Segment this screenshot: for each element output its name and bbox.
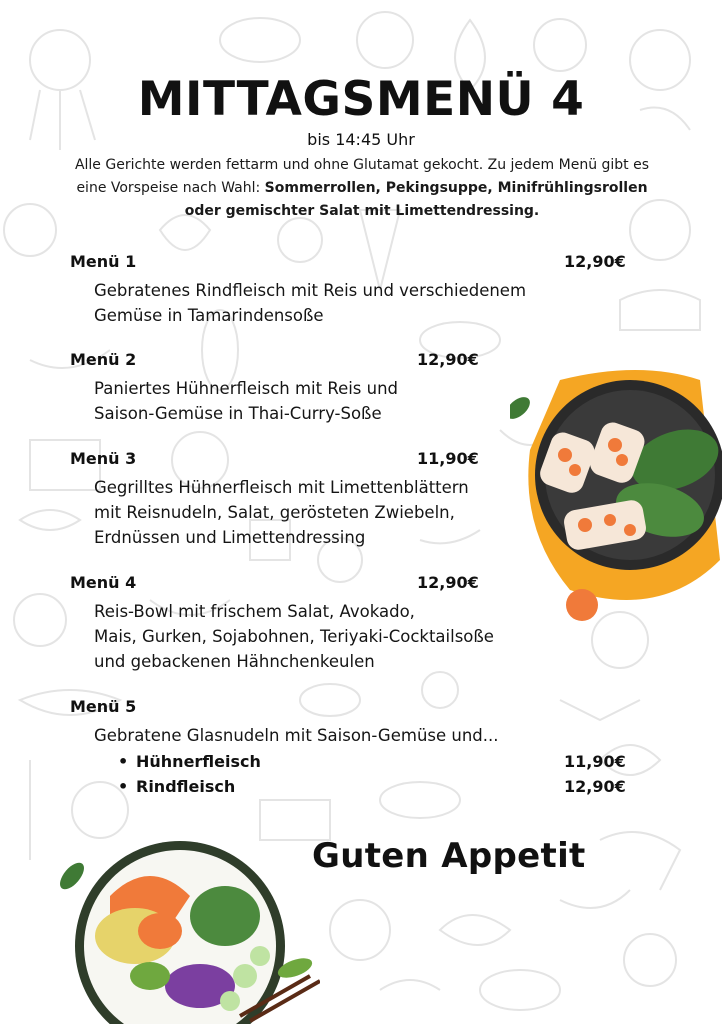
closing-greeting: Guten Appetit	[312, 836, 586, 876]
intro-text	[70, 154, 654, 223]
menu-item-5	[70, 697, 640, 802]
menu-name: Menü 3	[70, 449, 137, 468]
menu-description	[70, 278, 630, 328]
menu-description-line: und gebackenen Hähnchenkeulen	[94, 652, 375, 671]
page-title: MITTAGSMENÜ 4	[137, 72, 585, 127]
menu-option-price: 12,90€	[564, 777, 626, 796]
menu-name: Menü 4	[70, 573, 137, 592]
menu-price: 11,90€	[417, 449, 479, 468]
menu-description	[70, 475, 520, 550]
menu-description-line: Gebratene Glasnudeln mit Saison-Gemüse und...	[94, 726, 499, 745]
menu-price: 12,90€	[417, 573, 479, 592]
menu-option-price: 11,90€	[564, 752, 626, 771]
menu-option-list	[70, 752, 640, 802]
menu-price: 12,90€	[564, 252, 626, 271]
menu-name: Menü 1	[70, 252, 137, 271]
menu-description-line: Mais, Gurken, Sojabohnen, Teriyaki-Cocktailsoße	[94, 627, 494, 646]
bullet: •	[118, 752, 129, 771]
menu-option-label: Rindfleisch	[136, 777, 236, 796]
menu-item-3	[70, 449, 520, 550]
menu-item-4	[70, 573, 540, 674]
intro-text-starters: Sommerrollen, Pekingsuppe, Minifrühlingsrollen oder gemischter Salat mit Limettendressing.	[184, 180, 648, 219]
menu-description-line: Saison-Gemüse in Thai-Curry-Soße	[94, 404, 382, 423]
serving-time: bis 14:45 Uhr	[307, 130, 415, 149]
menu-item-2	[70, 350, 490, 426]
menu-option	[70, 752, 640, 777]
menu-price: 12,90€	[417, 350, 479, 369]
menu-description-line: Gemüse in Tamarindensoße	[94, 306, 324, 325]
menu-description-line: Gegrilltes Hühnerfleisch mit Limettenblättern	[94, 478, 469, 497]
menu-name: Menü 2	[70, 350, 137, 369]
bullet: •	[118, 777, 129, 796]
intro-text-regular: Alle Gerichte werden fettarm und ohne Glutamat gekocht. Zu jedem Menü gibt es eine Vorspeise nach Wahl:	[74, 157, 650, 196]
menu-description-line: Paniertes Hühnerfleisch mit Reis und	[94, 379, 399, 398]
menu-description-line: Reis-Bowl mit frischem Salat, Avokado,	[94, 602, 415, 621]
menu-description	[70, 376, 490, 426]
menu-item-1	[70, 252, 630, 328]
menu-name: Menü 5	[70, 697, 137, 716]
menu-description-line: Erdnüssen und Limettendressing	[94, 528, 366, 547]
menu-description-line: mit Reisnudeln, Salat, gerösteten Zwiebeln,	[94, 503, 455, 522]
menu-description	[70, 723, 640, 748]
menu-option-label: Hühnerfleisch	[136, 752, 261, 771]
menu-description-line: Gebratenes Rindfleisch mit Reis und verschiedenem	[94, 281, 527, 300]
menu-option	[70, 777, 640, 802]
menu-description	[70, 599, 540, 674]
